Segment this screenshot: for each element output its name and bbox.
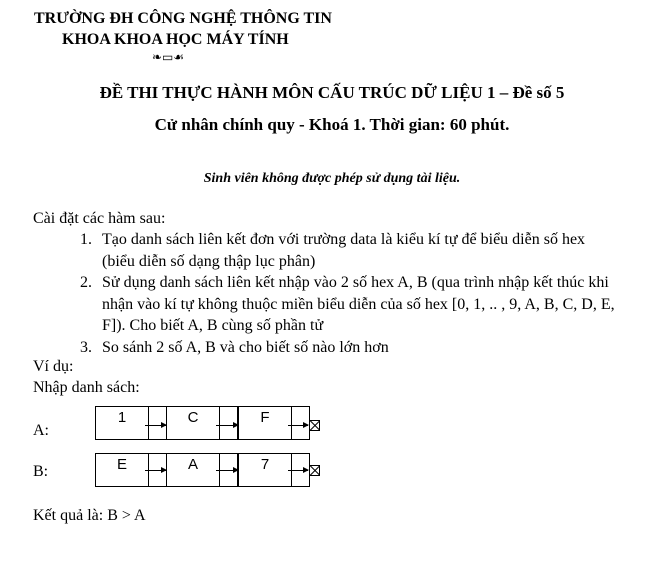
null-icon xyxy=(309,420,320,431)
task-text: Sử dụng danh sách liên kết nhập vào 2 số hex A, B (qua trình nhập kết thúc khi nhận vào kí tự không thuộc miền biểu diễn của số hex [0, 1, .. , 9, A, B, C, D, E, F]). Cho biết A, B cùng số phần tử xyxy=(102,274,615,334)
node-value: A xyxy=(167,454,220,486)
list-a-label: A: xyxy=(33,422,49,439)
node-value: E xyxy=(96,454,149,486)
input-label: Nhập danh sách: xyxy=(33,379,140,396)
node-value: C xyxy=(167,407,220,439)
list-a-node xyxy=(166,406,238,440)
link-arrow-icon xyxy=(288,470,308,471)
task-text: Tạo danh sách liên kết đơn với trường data là kiểu kí tự để biểu diễn số hex (biểu diễn số dạng thập lục phân) xyxy=(102,231,586,270)
task-number: 1. xyxy=(80,231,92,248)
exam-note: Sinh viên không được phép sử dụng tài liệu. xyxy=(203,171,461,186)
link-arrow-icon xyxy=(145,470,166,471)
exam-subtitle: Cử nhân chính quy - Khoá 1. Thời gian: 60 phút. xyxy=(154,115,510,134)
list-b-label: B: xyxy=(33,463,49,480)
task-item xyxy=(80,229,620,272)
task-item xyxy=(80,337,620,359)
link-arrow-icon xyxy=(145,425,166,426)
task-number: 3. xyxy=(80,338,92,356)
university-name: TRƯỜNG ĐH CÔNG NGHỆ THÔNG TIN xyxy=(34,10,332,27)
link-arrow-icon xyxy=(216,470,238,471)
node-value: 7 xyxy=(239,454,292,486)
list-a-node xyxy=(238,406,310,440)
task-number: 2. xyxy=(80,274,92,291)
intro-text: Cài đặt các hàm sau: xyxy=(33,210,166,227)
result-text: Kết quả là: B > A xyxy=(33,507,146,524)
link-arrow-icon xyxy=(216,425,238,426)
null-icon xyxy=(309,465,320,476)
link-arrow-icon xyxy=(288,425,308,426)
example-label: Ví dụ: xyxy=(33,358,74,375)
ornament-icon: ❧▭☙ xyxy=(152,50,185,64)
task-item xyxy=(80,272,620,337)
node-value: F xyxy=(239,407,292,439)
task-list xyxy=(80,229,620,358)
task-text: So sánh 2 số A, B và cho biết số nào lớn hơn xyxy=(102,338,389,356)
list-a-node xyxy=(95,406,167,440)
exam-title: ĐỀ THI THỰC HÀNH MÔN CẤU TRÚC DỮ LIỆU 1 – Đề số 5 xyxy=(99,83,565,102)
node-value: 1 xyxy=(96,407,149,439)
faculty-name: KHOA KHOA HỌC MÁY TÍNH xyxy=(62,31,289,48)
